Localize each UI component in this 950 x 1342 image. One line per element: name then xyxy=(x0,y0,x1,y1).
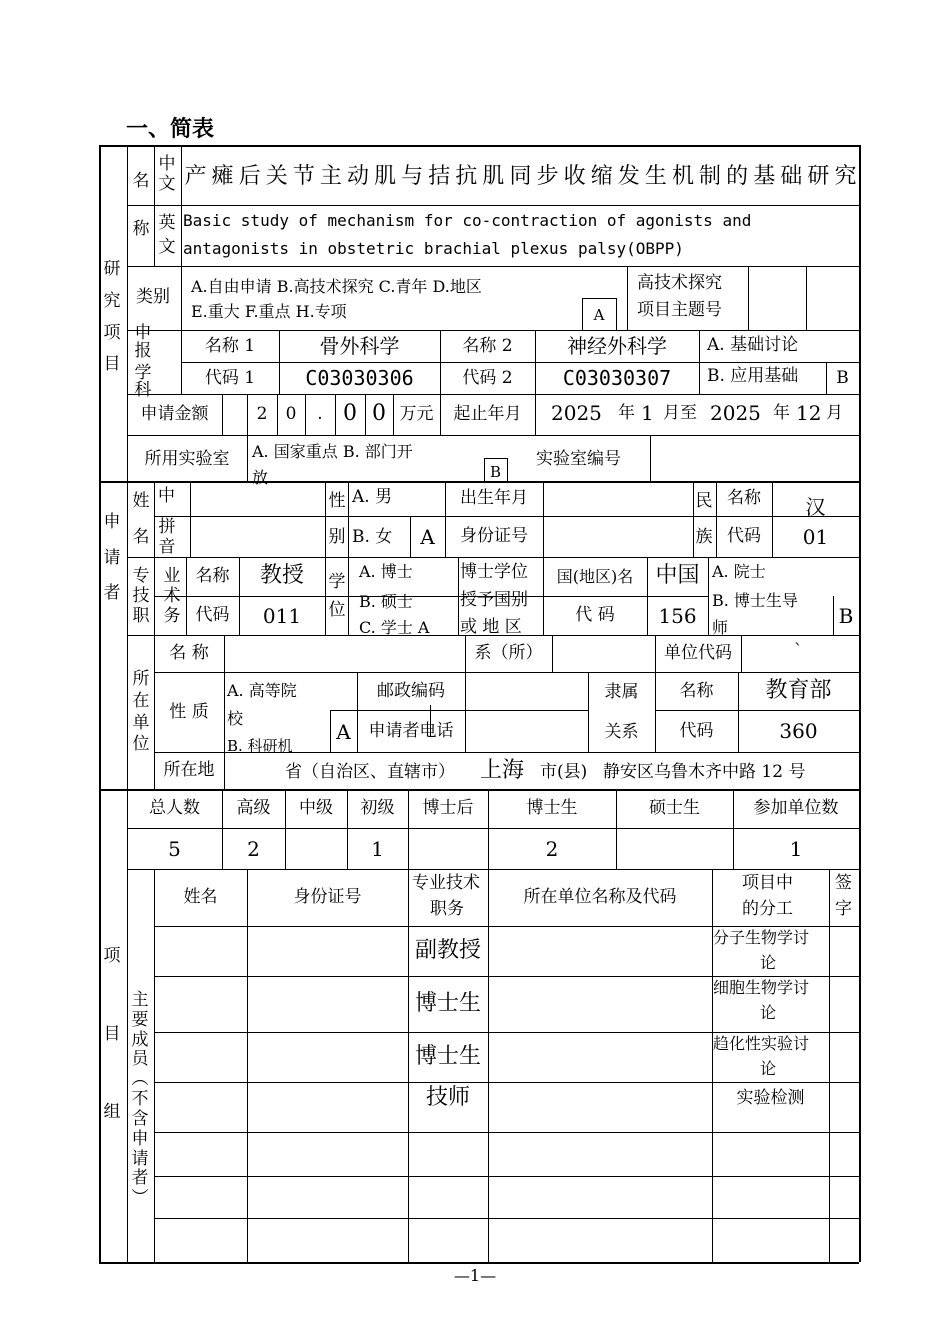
dept-label: 系（所） xyxy=(474,643,543,664)
year-text-1: 年 xyxy=(618,403,635,423)
aff-name-label: 名称 xyxy=(679,680,714,701)
ethnic-code-value: 01 xyxy=(802,524,829,549)
grid-line-v xyxy=(348,481,349,557)
section-label-applicant-char: 请 xyxy=(103,547,121,568)
team-header-7: 参加单位数 xyxy=(753,798,839,819)
title-cn-char: 制 xyxy=(699,163,722,189)
col-role-1: 项目中 xyxy=(742,873,793,893)
title-cn-char: 收 xyxy=(563,163,586,189)
honor-option-b: B. 博士生导 xyxy=(712,591,798,610)
members-label-char: ︵ xyxy=(131,1069,149,1090)
topic-label-line1: 高技术探究 xyxy=(637,273,722,293)
grid-line-v xyxy=(247,869,248,1262)
en-label xyxy=(157,207,177,264)
code1-value: C03030306 xyxy=(305,366,414,390)
grid-line-h xyxy=(127,266,859,267)
applicant-name-label-char: 姓 xyxy=(132,491,150,512)
grid-line-h xyxy=(154,926,859,927)
grid-line-v xyxy=(222,394,223,435)
title-code-value: 011 xyxy=(262,603,302,628)
page-number: —1— xyxy=(453,1266,497,1285)
applicant-pinyin-label-char: 拼 xyxy=(158,516,176,537)
applicant-name-label xyxy=(131,485,151,555)
title-label-a xyxy=(131,560,151,634)
grid-line-v xyxy=(741,635,742,672)
col-title-2: 职务 xyxy=(430,899,464,919)
grid-line-v xyxy=(616,298,617,330)
unit-label xyxy=(131,655,151,770)
title-cn-char: 节 xyxy=(292,163,315,189)
members-label-char: ︶ xyxy=(131,1188,149,1209)
ethnic-label xyxy=(694,485,714,555)
grid-line-v xyxy=(348,557,349,635)
col-id: 身份证号 xyxy=(293,887,362,908)
grid-line-v xyxy=(829,869,830,1262)
unit-nature-option-a: A. 高等院 xyxy=(227,681,297,700)
discipline-label-char: 申报 xyxy=(134,322,152,361)
grid-line-v xyxy=(708,557,709,635)
title-label-a-char: 职 xyxy=(132,605,150,626)
unit-code-value: ` xyxy=(794,641,803,661)
degree-country-1: 博士学位 xyxy=(460,562,528,582)
discipline-label xyxy=(133,322,153,401)
location-label: 所在地 xyxy=(163,760,215,781)
member-title: 博士生 xyxy=(414,1043,481,1069)
grid-line-v xyxy=(627,266,628,330)
country-name-value: 中国 xyxy=(655,563,700,589)
grid-line-v xyxy=(859,145,861,1262)
section-label-research-char: 究 xyxy=(103,290,121,311)
unit-name-label: 名 称 xyxy=(169,643,209,664)
team-value-3: 1 xyxy=(371,836,384,861)
amount-label: 申请金额 xyxy=(140,404,209,425)
team-header-2: 中级 xyxy=(299,798,333,819)
lab-options-line2: 放 xyxy=(252,468,269,487)
aff-code-value: 360 xyxy=(779,719,818,743)
grid-line-v xyxy=(650,435,651,481)
degree-label-char: 位 xyxy=(328,599,346,620)
birth-label: 出生年月 xyxy=(460,488,528,509)
members-label-char: 申 xyxy=(131,1128,149,1149)
col-name: 姓名 xyxy=(183,887,218,908)
member-title xyxy=(408,1218,488,1262)
unit-nature-label: 性 质 xyxy=(169,701,209,722)
members-label-char: 不 xyxy=(131,1089,149,1110)
title-cn-char: 研 xyxy=(807,163,830,189)
en-label-char: 英 xyxy=(158,212,176,233)
member-title: 博士生 xyxy=(414,990,481,1016)
period-label: 起止年月 xyxy=(453,404,522,425)
name-label xyxy=(131,155,151,256)
topic-label-line2: 项目主题号 xyxy=(637,300,722,320)
title-code-label: 代码 xyxy=(195,605,230,626)
members-label-char: 含 xyxy=(131,1108,149,1129)
end-year: 2025 xyxy=(710,401,761,425)
title-cn-char: 产 xyxy=(184,163,207,189)
title-cn-char: 步 xyxy=(536,163,559,189)
title-cn-char: 抗 xyxy=(455,163,478,189)
cn-label-char: 中 xyxy=(158,154,176,175)
country-name-label: 国(地区)名 xyxy=(556,566,634,586)
grid-line-v xyxy=(465,672,466,752)
gender-value: A xyxy=(420,524,435,549)
grid-line-h xyxy=(330,710,357,711)
month-text: 月 xyxy=(826,403,843,423)
country-code-label: 代 码 xyxy=(575,605,615,626)
grid-line-v xyxy=(154,145,155,266)
member-role-2: 论 xyxy=(760,1003,777,1022)
aff-name-value: 教育部 xyxy=(765,677,832,703)
name1-value: 骨外科学 xyxy=(319,334,400,358)
unit-label-char: 单 xyxy=(132,712,150,733)
member-title: 技师 xyxy=(425,1084,470,1110)
applicant-pinyin-label xyxy=(157,516,177,557)
honor-option-a: A. 院士 xyxy=(712,562,766,581)
title-cn-char: 生 xyxy=(644,163,667,189)
title-name-label: 名称 xyxy=(195,566,230,587)
affiliation-label-1: 隶属 xyxy=(604,681,639,702)
code1-label: 代码 1 xyxy=(204,367,256,388)
grid-line-v xyxy=(325,557,326,635)
col-sign-2: 字 xyxy=(835,899,852,919)
section-label-team-char: 目 xyxy=(103,1024,121,1045)
grid-line-v xyxy=(325,481,326,557)
title-label-b-char: 术 xyxy=(163,586,181,607)
discipline-label-char: 学科 xyxy=(134,362,152,401)
degree-country-3: 或 地 区 xyxy=(460,617,522,637)
title-cn-char: 瘫 xyxy=(211,163,234,189)
title-cn-char: 究 xyxy=(834,163,857,189)
unit-label-char: 位 xyxy=(132,734,150,755)
gender-label xyxy=(327,485,347,555)
end-month: 12 xyxy=(796,401,822,425)
location-address: 静安区乌鲁木齐中路 12 号 xyxy=(603,762,806,782)
title-name-value: 教授 xyxy=(259,563,304,589)
grid-line-v xyxy=(99,145,101,1262)
grid-line-v xyxy=(127,145,128,1262)
honor-value: B xyxy=(838,603,854,628)
phone-label: 申请者电话 xyxy=(368,720,454,741)
team-header-4: 博士后 xyxy=(422,798,474,819)
grid-line-v xyxy=(190,481,191,557)
grid-line-h xyxy=(99,145,859,147)
grid-line-v xyxy=(552,635,553,672)
type-option-a: A. 基础讨论 xyxy=(707,335,799,355)
team-header-5: 博士生 xyxy=(526,798,578,819)
start-year: 2025 xyxy=(551,401,602,425)
en-label-char: 文 xyxy=(158,236,176,257)
member-role-1 xyxy=(712,1132,829,1164)
col-title-1: 专业技术 xyxy=(412,873,480,893)
title-cn-char: 主 xyxy=(319,163,342,189)
lab-options-line1: A. 国家重点 B. 部门开 xyxy=(252,442,413,461)
title-label-b-char: 业 xyxy=(163,566,181,587)
grid-line-v xyxy=(488,869,489,1262)
team-value-2 xyxy=(285,828,347,869)
degree-option-a: A. 博士 xyxy=(359,562,413,581)
grid-line-h xyxy=(154,1032,859,1033)
name-label-char: 称 xyxy=(132,218,150,239)
ethnic-name-label: 名称 xyxy=(727,488,761,509)
title-cn-char: 肌 xyxy=(482,163,505,189)
amount-digit: . xyxy=(317,404,323,425)
member-title: 副教授 xyxy=(414,937,481,963)
member-role-1: 细胞生物学讨 xyxy=(713,978,810,997)
gender-label-char: 别 xyxy=(328,527,346,547)
ethnic-label-char: 民 xyxy=(695,491,713,512)
grid-line-h xyxy=(99,1262,859,1264)
applicant-pinyin-label-char: 音 xyxy=(158,536,176,557)
lab-value: B xyxy=(489,462,502,481)
location-city: 上海 xyxy=(480,758,525,783)
amount-digit: 2 xyxy=(256,404,268,425)
team-value-1: 2 xyxy=(247,836,260,861)
title-label-a-char: 专 xyxy=(132,566,150,587)
amount-digit: 0 xyxy=(343,401,357,427)
team-header-1: 高级 xyxy=(236,798,271,819)
unit-nature-value: A xyxy=(336,720,351,744)
lab-number-label: 实验室编号 xyxy=(536,448,621,469)
section-label-research xyxy=(102,240,122,395)
title-cn-char: 肌 xyxy=(374,163,397,189)
cn-label-char: 文 xyxy=(158,174,176,194)
title-cn-char: 与 xyxy=(401,163,424,189)
grid-line-h xyxy=(127,205,859,206)
unit-label-char: 在 xyxy=(132,690,150,711)
section-label-team xyxy=(102,910,122,1160)
id-label: 身份证号 xyxy=(460,526,528,547)
gender-label-char: 性 xyxy=(328,491,346,512)
title-cn-char: 发 xyxy=(617,163,640,189)
member-role-1 xyxy=(712,1218,829,1250)
grid-line-h xyxy=(582,298,616,299)
unit-nature-option-a2: 校 xyxy=(227,709,244,728)
grid-line-v xyxy=(748,266,749,330)
grid-line-h xyxy=(154,976,859,977)
grid-line-h xyxy=(127,435,859,436)
members-label xyxy=(130,950,150,1250)
grid-line-v xyxy=(543,481,544,557)
name-label-char: 名 xyxy=(132,170,150,191)
team-value-5: 2 xyxy=(545,836,559,861)
ethnic-label-char: 族 xyxy=(695,527,713,547)
name2-value: 神经外科学 xyxy=(567,334,667,358)
member-role-1: 趋化性实验讨 xyxy=(713,1034,810,1053)
degree-option-c: C. 学士 A xyxy=(359,618,430,637)
postcode-label: 邮政编码 xyxy=(377,680,445,701)
aff-code-label: 代码 xyxy=(679,720,714,741)
grid-line-v xyxy=(181,266,182,330)
team-value-7: 1 xyxy=(789,836,803,861)
category-options-line1: A.自由申请 B.高技术探究 C.青年 D.地区 xyxy=(191,277,482,296)
category-label: 类别 xyxy=(136,287,170,307)
location-city-text: 市(县) xyxy=(540,762,588,782)
degree-label-char: 学 xyxy=(328,571,346,592)
lab-label: 所用实验室 xyxy=(144,448,230,469)
member-role-1: 分子生物学讨 xyxy=(713,928,810,947)
type-option-b: B. 应用基础 xyxy=(707,366,799,386)
members-label-char: 成 xyxy=(131,1029,149,1050)
member-role-2: 论 xyxy=(760,1059,777,1078)
affiliation-label-2: 关系 xyxy=(604,721,639,742)
title-cn-char: 础 xyxy=(780,163,803,189)
members-label-char: 请 xyxy=(131,1148,149,1169)
team-header-0: 总人数 xyxy=(149,798,200,819)
grid-line-v xyxy=(806,266,807,330)
grid-line-v xyxy=(154,869,155,1262)
ethnic-name-value: 汉 xyxy=(805,494,826,519)
col-sign-1: 签 xyxy=(835,873,852,893)
grid-line-v xyxy=(535,394,536,435)
title-cn-char: 同 xyxy=(509,163,532,189)
title-cn-char: 基 xyxy=(753,163,776,189)
title-cn-char: 机 xyxy=(671,163,694,189)
section-label-applicant-char: 者 xyxy=(103,583,121,604)
team-header-6: 硕士生 xyxy=(649,798,700,819)
member-title xyxy=(408,1176,488,1218)
member-title xyxy=(408,1132,488,1176)
section-label-applicant-char: 申 xyxy=(103,511,121,532)
member-role-1 xyxy=(712,1176,829,1208)
col-role-2: 的分工 xyxy=(742,899,793,919)
title-cn-char: 拮 xyxy=(428,163,451,189)
section-label-team-char: 组 xyxy=(103,1101,121,1122)
applicant-cn-label: 中 xyxy=(158,486,175,506)
grid-line-v xyxy=(154,557,155,635)
unit-label-char: 所 xyxy=(132,668,150,689)
name2-label: 名称 2 xyxy=(462,335,513,356)
degree-country-2: 授予国别 xyxy=(460,590,528,610)
section-label-research-char: 项 xyxy=(103,322,121,343)
team-value-4 xyxy=(408,828,488,869)
members-label-char: 者 xyxy=(131,1168,149,1189)
ethnic-code-label: 代码 xyxy=(727,526,761,547)
section-label-research-char: 研 xyxy=(103,258,121,279)
code2-label: 代码 2 xyxy=(462,367,513,388)
cn-label xyxy=(157,148,177,202)
code2-value: C03030307 xyxy=(562,366,672,390)
unit-nature-option-b: B. 科研机 xyxy=(227,737,293,755)
grid-line-v xyxy=(699,330,700,394)
page-heading: 一、简表 xyxy=(126,116,215,142)
title-en-line1: Basic study of mechanism for co-contraction of agonists and xyxy=(183,211,752,230)
team-value-0: 5 xyxy=(168,836,181,861)
title-label-b xyxy=(162,560,182,634)
title-label-a-char: 技 xyxy=(132,586,150,607)
type-value: B xyxy=(836,367,849,388)
amount-digit: 0 xyxy=(285,404,297,425)
gender-option-a: A. 男 xyxy=(352,487,393,507)
category-value: A xyxy=(593,306,605,324)
grid-line-v xyxy=(247,435,248,481)
section-label-team-char: 项 xyxy=(103,946,121,967)
degree-option-b: B. 硕士 xyxy=(359,592,413,611)
country-code-value: 156 xyxy=(658,603,697,628)
member-role-1: 实验检测 xyxy=(736,1087,805,1108)
title-en-line2: antagonists in obstetric brachial plexus palsy(OBPP) xyxy=(183,239,684,258)
gender-option-b: B. 女 xyxy=(352,527,393,547)
section-label-applicant xyxy=(102,485,122,632)
amount-unit: 万元 xyxy=(399,404,434,425)
team-header-3: 初级 xyxy=(360,798,395,819)
location-province-text: 省（自治区、直辖市） xyxy=(285,762,455,782)
members-label-char: 主 xyxy=(131,989,149,1010)
month-to-text: 月至 xyxy=(663,403,697,423)
honor-option-b2: 师 xyxy=(712,618,729,637)
members-label-char: 员 xyxy=(131,1049,149,1070)
start-month: 1 xyxy=(641,401,654,425)
applicant-name-label-char: 名 xyxy=(132,527,150,547)
amount-digit: 0 xyxy=(372,401,386,427)
team-value-6 xyxy=(616,828,733,869)
grid-line-h xyxy=(484,458,507,459)
title-cn-char: 关 xyxy=(265,163,288,189)
title-label-b-char: 务 xyxy=(163,605,181,626)
grid-line-v xyxy=(224,635,225,789)
title-cn-char: 动 xyxy=(347,163,370,189)
degree-label xyxy=(327,563,347,630)
title-cn-char: 缩 xyxy=(590,163,613,189)
name1-label: 名称 1 xyxy=(204,335,256,356)
category-options-line2: E.重大 F.重点 H.专项 xyxy=(191,302,347,321)
title-cn-char: 后 xyxy=(238,163,261,189)
unit-code-label: 单位代码 xyxy=(664,643,732,664)
year-text-2: 年 xyxy=(773,403,790,423)
member-role-2: 论 xyxy=(760,953,777,972)
col-unit: 所在单位名称及代码 xyxy=(523,887,677,908)
section-label-research-char: 目 xyxy=(103,354,121,375)
grid-line-v xyxy=(458,557,459,635)
title-cn-char: 的 xyxy=(726,163,749,189)
members-label-char: 要 xyxy=(131,1009,149,1030)
